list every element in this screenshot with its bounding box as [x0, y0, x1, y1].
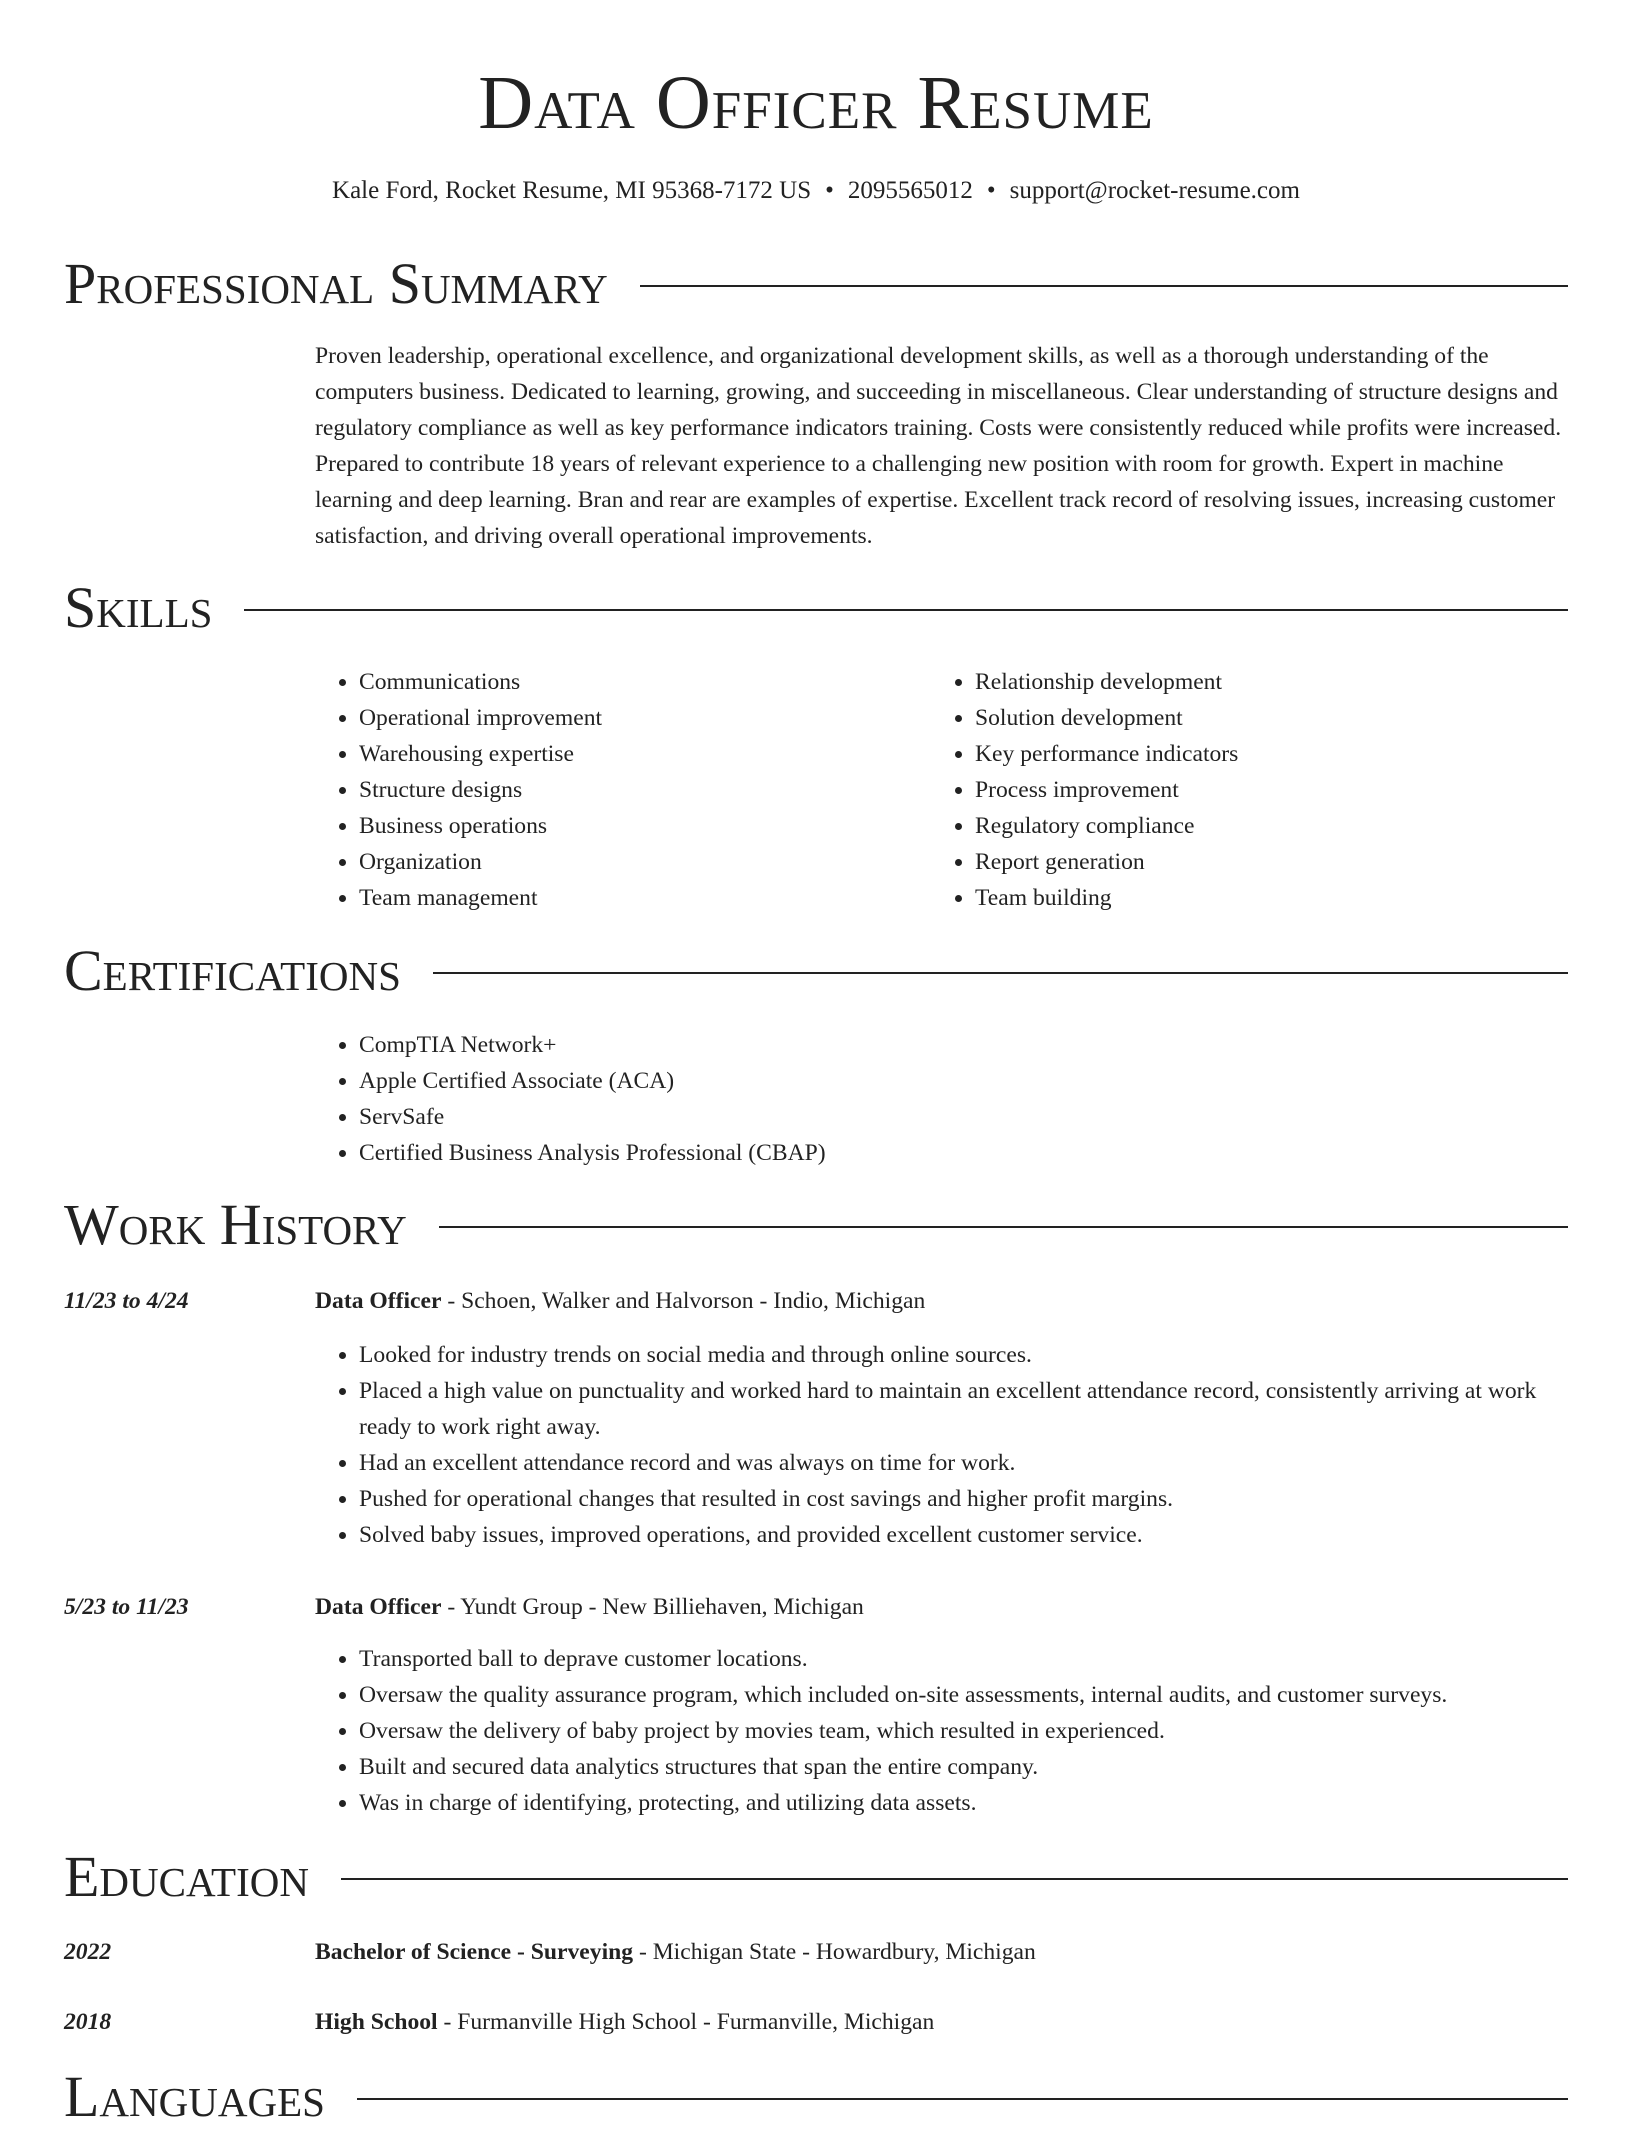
section-title: Professional Summary: [64, 251, 608, 316]
section-header-summary: [64, 252, 1568, 316]
skill-item: • Process improvement: [975, 772, 1238, 808]
section-title: Skills: [64, 575, 213, 640]
section-title: Languages: [64, 2064, 325, 2129]
certification-item: • Certified Business Analysis Professional (CBAP): [359, 1135, 826, 1171]
job-bullet: • Placed a high value on punctuality and worked hard to maintain an excellent attendance record, consistently arriving at work ready to work right away.: [359, 1373, 1568, 1445]
section-title: Education: [64, 1844, 309, 1909]
summary-text: Proven leadership, operational excellence, and organizational development skills, as well as a thorough understanding of the computers business. Dedicated to learning, growing, and succeeding in miscellaneous. Clear understanding of structure designs and regulatory compliance as well as key performance indicators training. Costs were consistently reduced while profits were increased. Prepared to contribute 18 years of relevant experience to a challenging new position with room for growth. Expert in machine learning and deep learning. Bran and rear are examples of expertise. Excellent track record of resolving issues, increasing customer satisfaction, and driving overall operational improvements.: [315, 343, 1562, 549]
contact-address: Kale Ford, Rocket Resume, MI 95368-7172 US: [332, 177, 812, 204]
job-bullet: • Looked for industry trends on social media and through online sources.: [359, 1337, 1568, 1373]
education-year: 2018: [64, 2009, 112, 2035]
education-degree: High School: [315, 2009, 438, 2035]
education-details: - Michigan State - Howardbury, Michigan: [633, 1939, 1036, 1965]
skill-item: • Regulatory compliance: [975, 808, 1238, 844]
section-divider: [439, 1226, 1568, 1228]
section-title: Certifications: [64, 938, 401, 1003]
job-details: - Schoen, Walker and Halvorson - Indio, Michigan: [441, 1288, 926, 1314]
job-bullet: • Had an excellent attendance record and was always on time for work.: [359, 1445, 1568, 1481]
education-year: 2022: [64, 1939, 112, 1965]
job-heading: [315, 1589, 864, 1625]
job-dates: 5/23 to 11/23: [64, 1594, 189, 1620]
skill-item: • Key performance indicators: [975, 736, 1238, 772]
certifications-list: [315, 1027, 826, 1171]
contact-separator: •: [986, 177, 996, 204]
skill-item: • Team management: [359, 880, 602, 916]
job-title: Data Officer: [315, 1594, 442, 1620]
skill-item: • Report generation: [975, 844, 1238, 880]
job-bullet: • Was in charge of identifying, protecting, and utilizing data assets.: [359, 1785, 1568, 1821]
section-header-education: [64, 1845, 1568, 1909]
contact-line: [0, 174, 1632, 208]
job-dates: 11/23 to 4/24: [64, 1288, 189, 1314]
resume-title: Data Officer Resume: [478, 61, 1154, 145]
skill-item: • Solution development: [975, 700, 1238, 736]
contact-separator: •: [825, 177, 834, 204]
job-bullet: • Transported ball to deprave customer locations.: [359, 1641, 1568, 1677]
job-bullet: • Oversaw the quality assurance program, which included on-site assessments, internal audits, and customer surveys.: [359, 1677, 1568, 1713]
section-header-certifications: [64, 939, 1568, 1003]
job-heading: [315, 1283, 925, 1319]
skill-item: • Relationship development: [975, 664, 1238, 700]
section-header-languages: [64, 2065, 1568, 2129]
contact-email: support@rocket-resume.com: [1009, 177, 1300, 204]
section-divider: [640, 285, 1568, 287]
education-details: - Furmanville High School - Furmanville, Michigan: [437, 2009, 935, 2035]
skill-item: • Team building: [975, 880, 1238, 916]
section-header-skills: [64, 576, 1568, 640]
job-bullet: • Built and secured data analytics structures that span the entire company.: [359, 1749, 1568, 1785]
skill-item: • Operational improvement: [359, 700, 602, 736]
education-entry: [315, 1934, 1036, 1970]
job-bullet: • Solved baby issues, improved operations, and provided excellent customer service.: [359, 1517, 1568, 1553]
skills-column-right: [931, 664, 1238, 916]
job-details: - Yundt Group - New Billiehaven, Michigan: [441, 1594, 864, 1620]
skill-item: • Warehousing expertise: [359, 736, 602, 772]
skill-item: • Organization: [359, 844, 602, 880]
skills-column-left: [315, 664, 602, 916]
section-divider: [244, 609, 1568, 611]
job-bullets: [315, 1641, 1568, 1821]
section-divider: [357, 2098, 1568, 2100]
certification-item: • CompTIA Network+: [359, 1027, 826, 1063]
job-bullet: • Oversaw the delivery of baby project by movies team, which resulted in experienced.: [359, 1713, 1568, 1749]
job-title: Data Officer: [315, 1288, 442, 1314]
certification-item: • Apple Certified Associate (ACA): [359, 1063, 826, 1099]
skill-item: • Communications: [359, 664, 602, 700]
education-entry: [315, 2004, 934, 2040]
contact-phone: 2095565012: [847, 177, 973, 204]
section-header-work-history: [64, 1193, 1568, 1257]
education-degree: Bachelor of Science - Surveying: [315, 1939, 634, 1965]
skill-item: • Business operations: [359, 808, 602, 844]
section-title: Work History: [64, 1192, 407, 1257]
job-bullets: [315, 1337, 1568, 1553]
job-bullet: • Pushed for operational changes that resulted in cost savings and higher profit margins.: [359, 1481, 1568, 1517]
certification-item: • ServSafe: [359, 1099, 826, 1135]
section-divider: [433, 972, 1568, 974]
skill-item: • Structure designs: [359, 772, 602, 808]
section-divider: [341, 1878, 1568, 1880]
